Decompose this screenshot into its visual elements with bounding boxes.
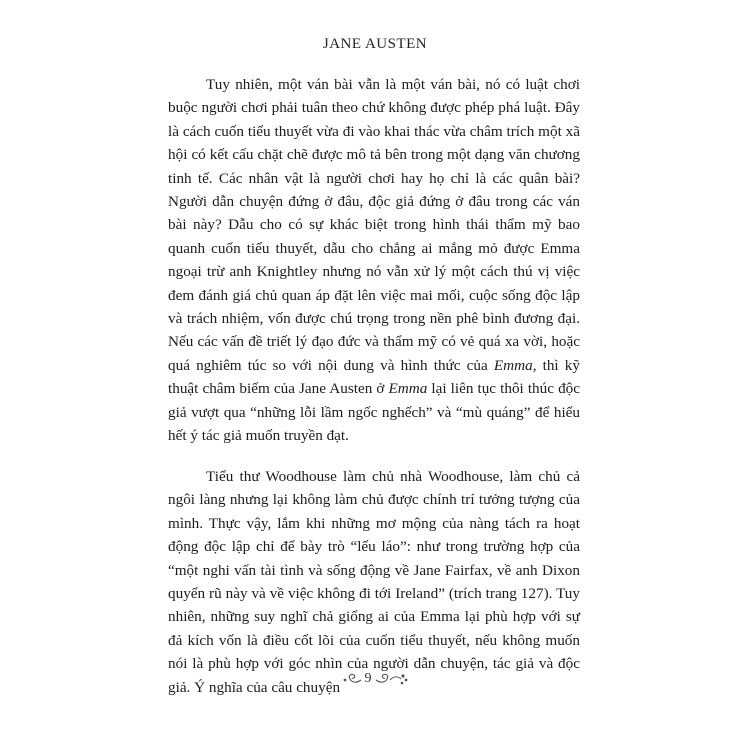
paragraph-1 [168,73,580,448]
paragraph-1-text [168,73,580,448]
paragraph-2-text [168,465,580,699]
flourish-right-icon [374,668,410,690]
text-run: Tiểu thư Woodhouse làm chủ nhà Woodhouse, làm chủ cả ngôi làng nhưng lại không làm chủ được chính trí tưởng tượng của mình. Thực vậy, lắm khi những mơ mộng của nàng tách ra hoạt động độc lập chỉ để bày trò “lếu láo”: như trong trường hợp của “một nghi vấn tài tình và sống động về Jane Fairfax, về anh Dixon quyến rũ này và về việc không đi tới Ireland” (trích trang 127). Tuy nhiên, những suy nghĩ chả giống ai của Emma lại phù hợp với sự đả kích vốn là điều cốt lõi của cuốn tiểu thuyết, nếu không muốn nói là phù hợp với góc nhìn của người dẫn chuyện, tác giả và độc giả. Ý nghĩa của câu chuyện [168,468,580,696]
page-number: 9 [364,671,372,686]
text-run: Tuy nhiên, một ván bài vẫn là một ván bài, nó có luật chơi buộc người chơi phải tuân theo chứ không được phép phá luật. Đây là cách cuốn tiểu thuyết vừa đi vào khai thác vừa châm trích một xã hội có kết cấu chặt chẽ được mô tả bên trong một dạng văn chương tinh tế. Các nhân vật là người chơi hay họ chỉ là các quân bài? Người dẫn chuyện đứng ở đâu, độc giả đứng ở đâu trong các ván bài này? Dẫu cho có sự khác biệt trong hình thái thẩm mỹ bao quanh cuốn tiểu thuyết, dẫu cho chẳng ai mắng mỏ được Emma ngoại trừ anh Knightley nhưng nó vẫn xử lý một cách thú vị việc đem đánh giá chủ quan áp đặt lên việc mai mối, cuộc sống độc lập và trách nhiệm, vốn được chú trọng trong nền phê bình đương đại. Nếu các vấn đề triết lý đạo đức và thẩm mỹ có vẻ quá xa vời, hoặc quá nghiêm túc so với nội dung và hình thức của [168,76,580,374]
text-run: lại liên tục thôi thúc độc giả vượt qua “những lỗi lầm ngốc nghếch” và “mù quáng” để hiểu hết ý tác giả muốn truyền đạt. [168,380,580,445]
page-footer-ornament [0,668,750,698]
flourish-left-icon [341,668,363,690]
running-head: JANE AUSTEN [322,36,428,52]
italic-title-emma: Emma [388,380,428,398]
text-run: , thì kỹ thuật châm biếm của Jane Austen ở [168,356,580,398]
italic-title-emma: Emma [493,356,533,374]
paragraph-2 [168,465,580,699]
